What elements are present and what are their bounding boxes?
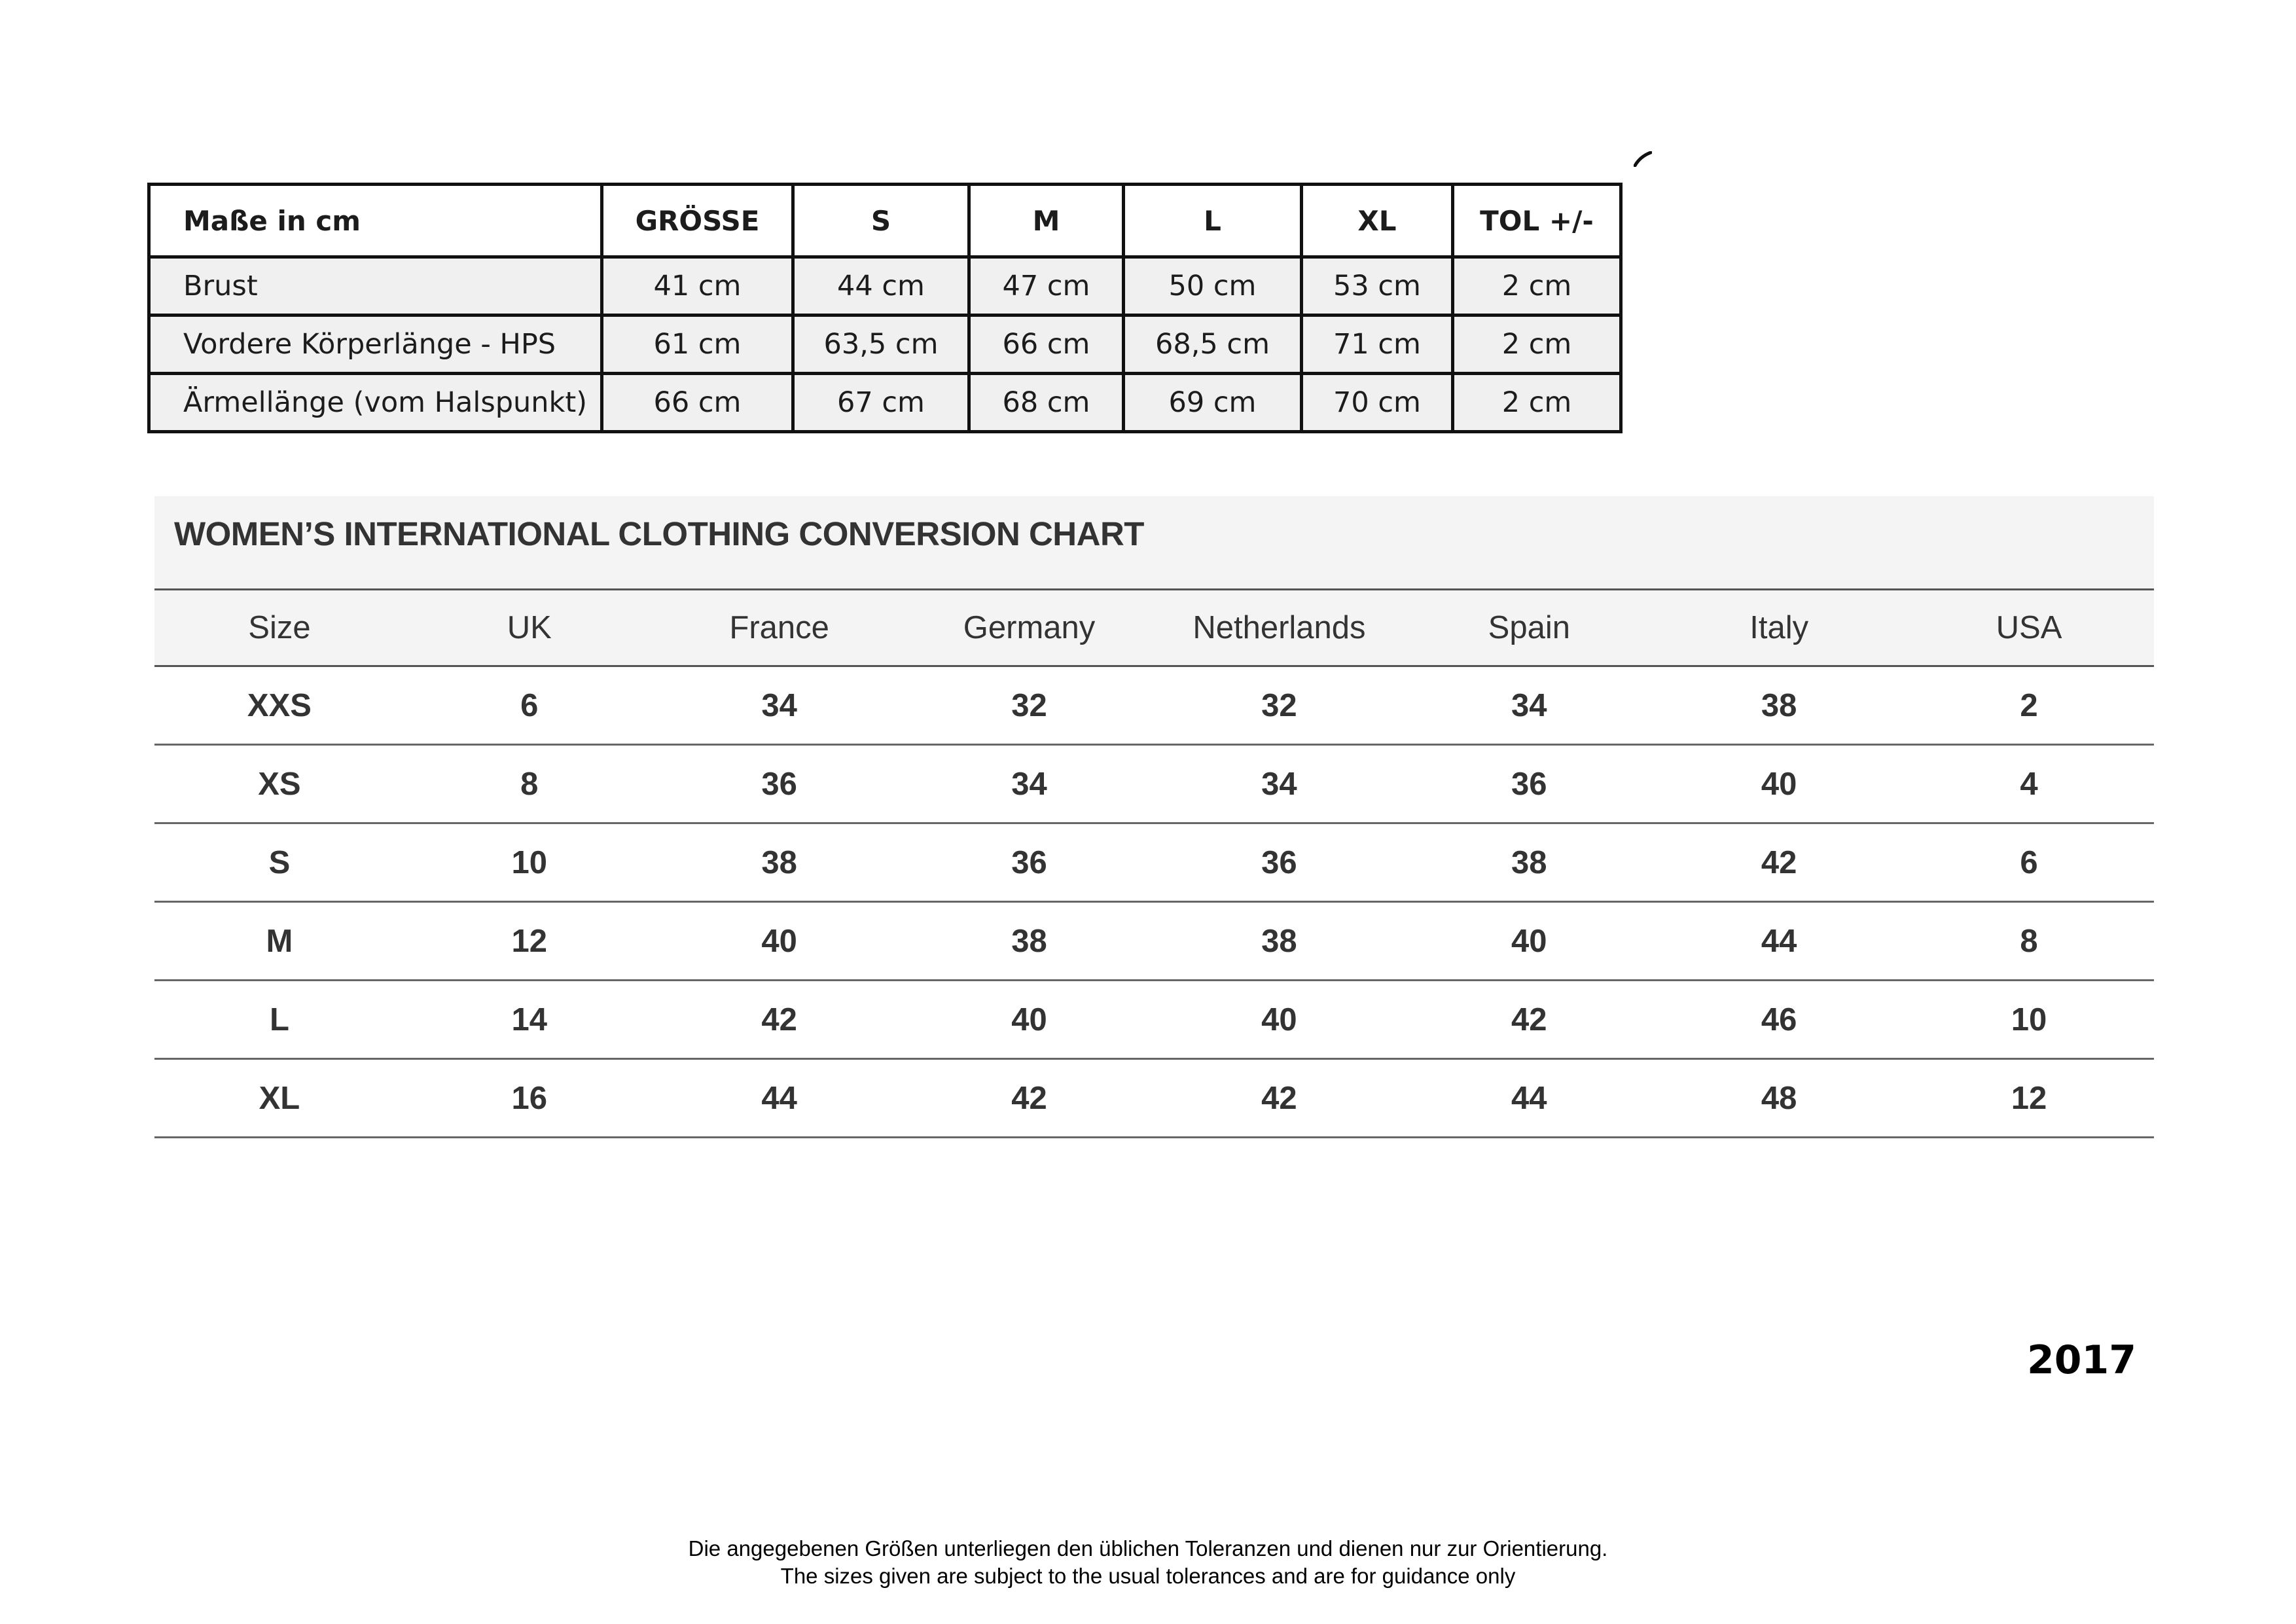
table-row xyxy=(154,745,2154,823)
table-row xyxy=(154,823,2154,902)
conversion-header-cell: Italy xyxy=(1654,590,1904,666)
conversion-header-cell: USA xyxy=(1904,590,2154,666)
year-label: 2017 xyxy=(2027,1337,2136,1383)
conversion-cell: 40 xyxy=(905,981,1155,1059)
measurement-header-cell: L xyxy=(1124,185,1302,257)
conversion-cell: 40 xyxy=(1155,981,1405,1059)
measurement-header-cell: Maße in cm xyxy=(149,185,602,257)
conversion-cell: 44 xyxy=(655,1059,905,1138)
table-row xyxy=(154,981,2154,1059)
table-row xyxy=(149,257,1621,316)
measurement-value-cell: 68,5 cm xyxy=(1124,316,1302,374)
measurement-value-cell: 44 cm xyxy=(793,257,969,316)
conversion-cell: L xyxy=(154,981,404,1059)
conversion-chart-title-bar xyxy=(154,496,2154,588)
conversion-cell: 44 xyxy=(1654,902,1904,981)
footer-disclaimer xyxy=(0,1535,2296,1590)
measurement-value-cell: 66 cm xyxy=(602,374,793,432)
conversion-header-cell: Spain xyxy=(1404,590,1654,666)
measurement-value-cell: 2 cm xyxy=(1453,257,1621,316)
conversion-cell: 42 xyxy=(655,981,905,1059)
conversion-cell: 6 xyxy=(1904,823,2154,902)
conversion-header-row xyxy=(154,590,2154,666)
conversion-header-cell: UK xyxy=(404,590,655,666)
conversion-cell: 2 xyxy=(1904,666,2154,745)
footer-line-german: Die angegebenen Größen unterliegen den üblichen Toleranzen und dienen nur zur Orientierung. xyxy=(688,1536,1608,1561)
measurement-value-cell: 70 cm xyxy=(1302,374,1453,432)
conversion-cell: 48 xyxy=(1654,1059,1904,1138)
conversion-cell: M xyxy=(154,902,404,981)
conversion-cell: 38 xyxy=(1155,902,1405,981)
measurement-header-row xyxy=(149,185,1621,257)
conversion-cell: 38 xyxy=(655,823,905,902)
conversion-cell: S xyxy=(154,823,404,902)
measurement-value-cell: 69 cm xyxy=(1124,374,1302,432)
conversion-cell: XXS xyxy=(154,666,404,745)
conversion-cell: 6 xyxy=(404,666,655,745)
conversion-cell: 34 xyxy=(1404,666,1654,745)
conversion-cell: 36 xyxy=(1155,823,1405,902)
conversion-cell: 12 xyxy=(404,902,655,981)
measurement-value-cell: 53 cm xyxy=(1302,257,1453,316)
conversion-cell: 10 xyxy=(404,823,655,902)
conversion-cell: 42 xyxy=(1654,823,1904,902)
conversion-cell: 36 xyxy=(1404,745,1654,823)
conversion-cell: 42 xyxy=(1155,1059,1405,1138)
conversion-cell: 4 xyxy=(1904,745,2154,823)
conversion-cell: XS xyxy=(154,745,404,823)
conversion-chart xyxy=(154,496,2154,1138)
measurement-label-cell: Brust xyxy=(149,257,602,316)
measurement-table xyxy=(147,183,1623,433)
conversion-cell: 40 xyxy=(1654,745,1904,823)
conversion-cell: 42 xyxy=(905,1059,1155,1138)
measurement-label-cell: Ärmellänge (vom Halspunkt) xyxy=(149,374,602,432)
corner-mark-icon xyxy=(1634,151,1652,167)
conversion-cell: 46 xyxy=(1654,981,1904,1059)
measurement-value-cell: 63,5 cm xyxy=(793,316,969,374)
measurement-value-cell: 71 cm xyxy=(1302,316,1453,374)
conversion-table xyxy=(154,588,2154,1138)
conversion-header-cell: Size xyxy=(154,590,404,666)
conversion-header-cell: Germany xyxy=(905,590,1155,666)
conversion-cell: 32 xyxy=(1155,666,1405,745)
table-row xyxy=(154,666,2154,745)
conversion-cell: 14 xyxy=(404,981,655,1059)
conversion-cell: 38 xyxy=(905,902,1155,981)
conversion-cell: 16 xyxy=(404,1059,655,1138)
measurement-value-cell: 47 cm xyxy=(969,257,1124,316)
conversion-cell: 38 xyxy=(1404,823,1654,902)
table-row xyxy=(154,1059,2154,1138)
measurement-header-cell: TOL +/- xyxy=(1453,185,1621,257)
measurement-value-cell: 2 cm xyxy=(1453,316,1621,374)
footer-line-english: The sizes given are subject to the usual tolerances and are for guidance only xyxy=(780,1564,1516,1588)
conversion-cell: 12 xyxy=(1904,1059,2154,1138)
conversion-cell: 36 xyxy=(905,823,1155,902)
conversion-cell: 34 xyxy=(655,666,905,745)
measurement-header-cell: M xyxy=(969,185,1124,257)
conversion-cell: 34 xyxy=(1155,745,1405,823)
conversion-cell: 8 xyxy=(1904,902,2154,981)
conversion-header-cell: France xyxy=(655,590,905,666)
conversion-cell: 8 xyxy=(404,745,655,823)
measurement-value-cell: 66 cm xyxy=(969,316,1124,374)
conversion-cell: 40 xyxy=(655,902,905,981)
conversion-cell: 42 xyxy=(1404,981,1654,1059)
conversion-cell: 32 xyxy=(905,666,1155,745)
conversion-chart-title: WOMEN’S INTERNATIONAL CLOTHING CONVERSION CHART xyxy=(174,515,1144,552)
conversion-header-cell: Netherlands xyxy=(1155,590,1405,666)
measurement-header-cell: GRÖSSE xyxy=(602,185,793,257)
table-row xyxy=(149,316,1621,374)
table-row xyxy=(149,374,1621,432)
table-row xyxy=(154,902,2154,981)
measurement-value-cell: 61 cm xyxy=(602,316,793,374)
conversion-cell: 44 xyxy=(1404,1059,1654,1138)
conversion-cell: 10 xyxy=(1904,981,2154,1059)
conversion-cell: 38 xyxy=(1654,666,1904,745)
measurement-value-cell: 68 cm xyxy=(969,374,1124,432)
measurement-value-cell: 67 cm xyxy=(793,374,969,432)
conversion-cell: 34 xyxy=(905,745,1155,823)
measurement-header-cell: S xyxy=(793,185,969,257)
conversion-cell: XL xyxy=(154,1059,404,1138)
measurement-label-cell: Vordere Körperlänge - HPS xyxy=(149,316,602,374)
measurement-value-cell: 50 cm xyxy=(1124,257,1302,316)
conversion-cell: 36 xyxy=(655,745,905,823)
measurement-value-cell: 2 cm xyxy=(1453,374,1621,432)
conversion-cell: 40 xyxy=(1404,902,1654,981)
measurement-value-cell: 41 cm xyxy=(602,257,793,316)
measurement-header-cell: XL xyxy=(1302,185,1453,257)
